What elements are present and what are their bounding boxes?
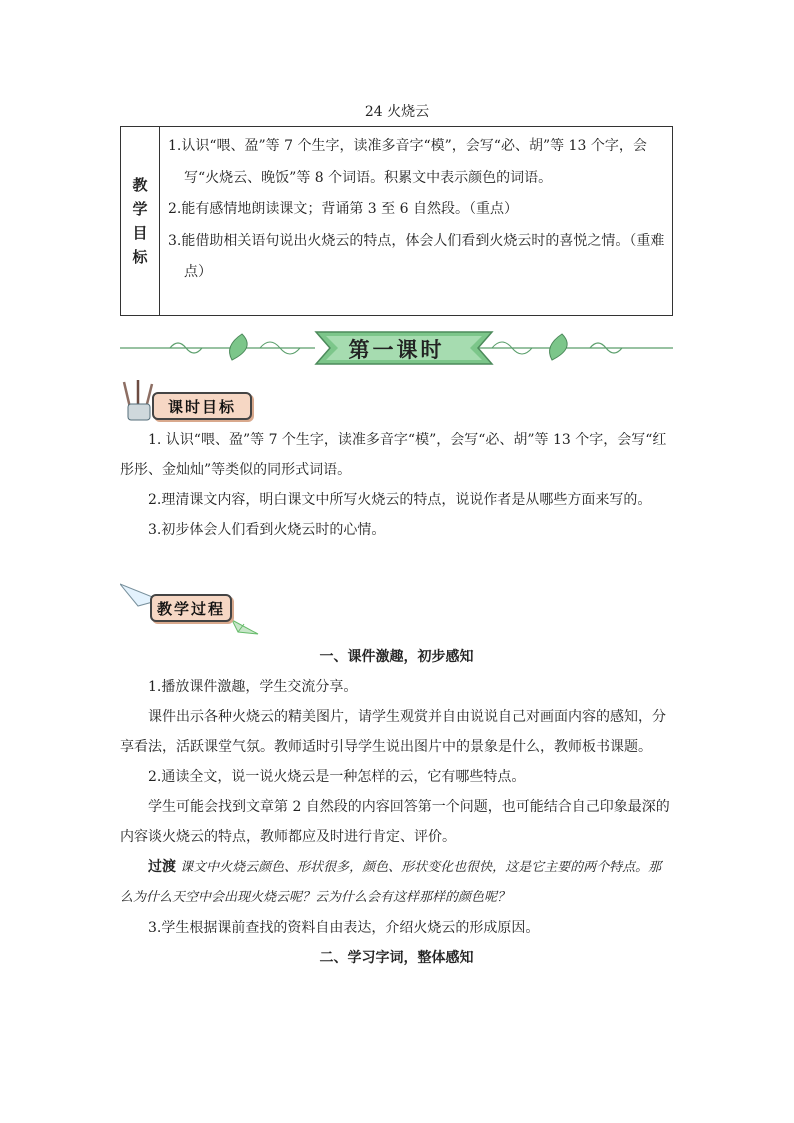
goals-label-char: 教	[132, 176, 148, 194]
banner-title: 第一课时	[348, 338, 445, 362]
goals-label-char: 学	[132, 200, 148, 218]
transition-paragraph	[120, 852, 673, 913]
paragraph: 1.播放课件激趣，学生交流分享。	[148, 679, 358, 695]
section-heading: 二、学习字词，整体感知	[319, 950, 474, 966]
paragraph: 课件出示各种火烧云的精美图片，请学生观赏并自由说说自己对画面内容的感知，分享看法，活跃课堂气氛。教师适时引导学生说出图片中的景象是什么，教师板书课题。	[120, 709, 666, 755]
goals-label	[121, 127, 160, 315]
goal-item: 3.能借助相关语句说出火烧云的特点，体会人们看到火烧云时的喜悦之情。（重难点）	[168, 232, 665, 280]
section-heading: 一、课件激趣，初步感知	[319, 649, 474, 665]
tag-objectives: 课时目标	[152, 392, 252, 420]
objective-item: 1. 认识“喂、盈”等 7 个生字，读准多音字“模”，会写“必、胡”等 13 个字，会写“红彤彤、金灿灿”等类似的同形式词语。	[120, 432, 667, 478]
transition-text: 课文中火烧云颜色、形状很多，颜色、形状变化也很快，这是它主要的两个特点。那么为什么天空中会出现火烧云呢？云为什么会有这样那样的颜色呢？	[120, 860, 662, 905]
paragraph: 3.学生根据课前查找的资料自由表达，介绍火烧云的形成原因。	[148, 920, 540, 936]
process-section	[120, 642, 673, 973]
objectives-section	[120, 425, 673, 545]
objective-item: 3.初步体会人们看到火烧云时的心情。	[148, 522, 386, 538]
page-title: 24 火烧云	[364, 104, 430, 120]
paragraph: 学生可能会找到文章第 2 自然段的内容回答第一个问题，也可能结合自己印象最深的内容谈火烧云的特点，教师都应及时进行肯定、评价。	[120, 799, 670, 845]
goal-item: 2.能有感情地朗读课文；背诵第 3 至 6 自然段。（重点）	[168, 201, 518, 217]
tag-process: 教学过程	[150, 594, 232, 622]
goal-item: 1.认识“喂、盈”等 7 个生字，读准多音字“模”，会写“必、胡”等 13 个字，会写“火烧云、晚饭”等 8 个词语。积累文中表示颜色的词语。	[168, 138, 647, 186]
teaching-goals-table	[120, 126, 673, 316]
transition-label: 过渡	[148, 859, 176, 875]
goals-label-char: 标	[132, 248, 148, 266]
paragraph: 2.通读全文，说一说火烧云是一种怎样的云，它有哪些特点。	[148, 769, 526, 785]
goals-label-char: 目	[132, 224, 148, 242]
goals-content	[160, 127, 672, 315]
lesson-banner	[120, 328, 673, 368]
objective-item: 2.理清课文内容，明白课文中所写火烧云的特点，说说作者是从哪些方面来写的。	[148, 492, 652, 508]
